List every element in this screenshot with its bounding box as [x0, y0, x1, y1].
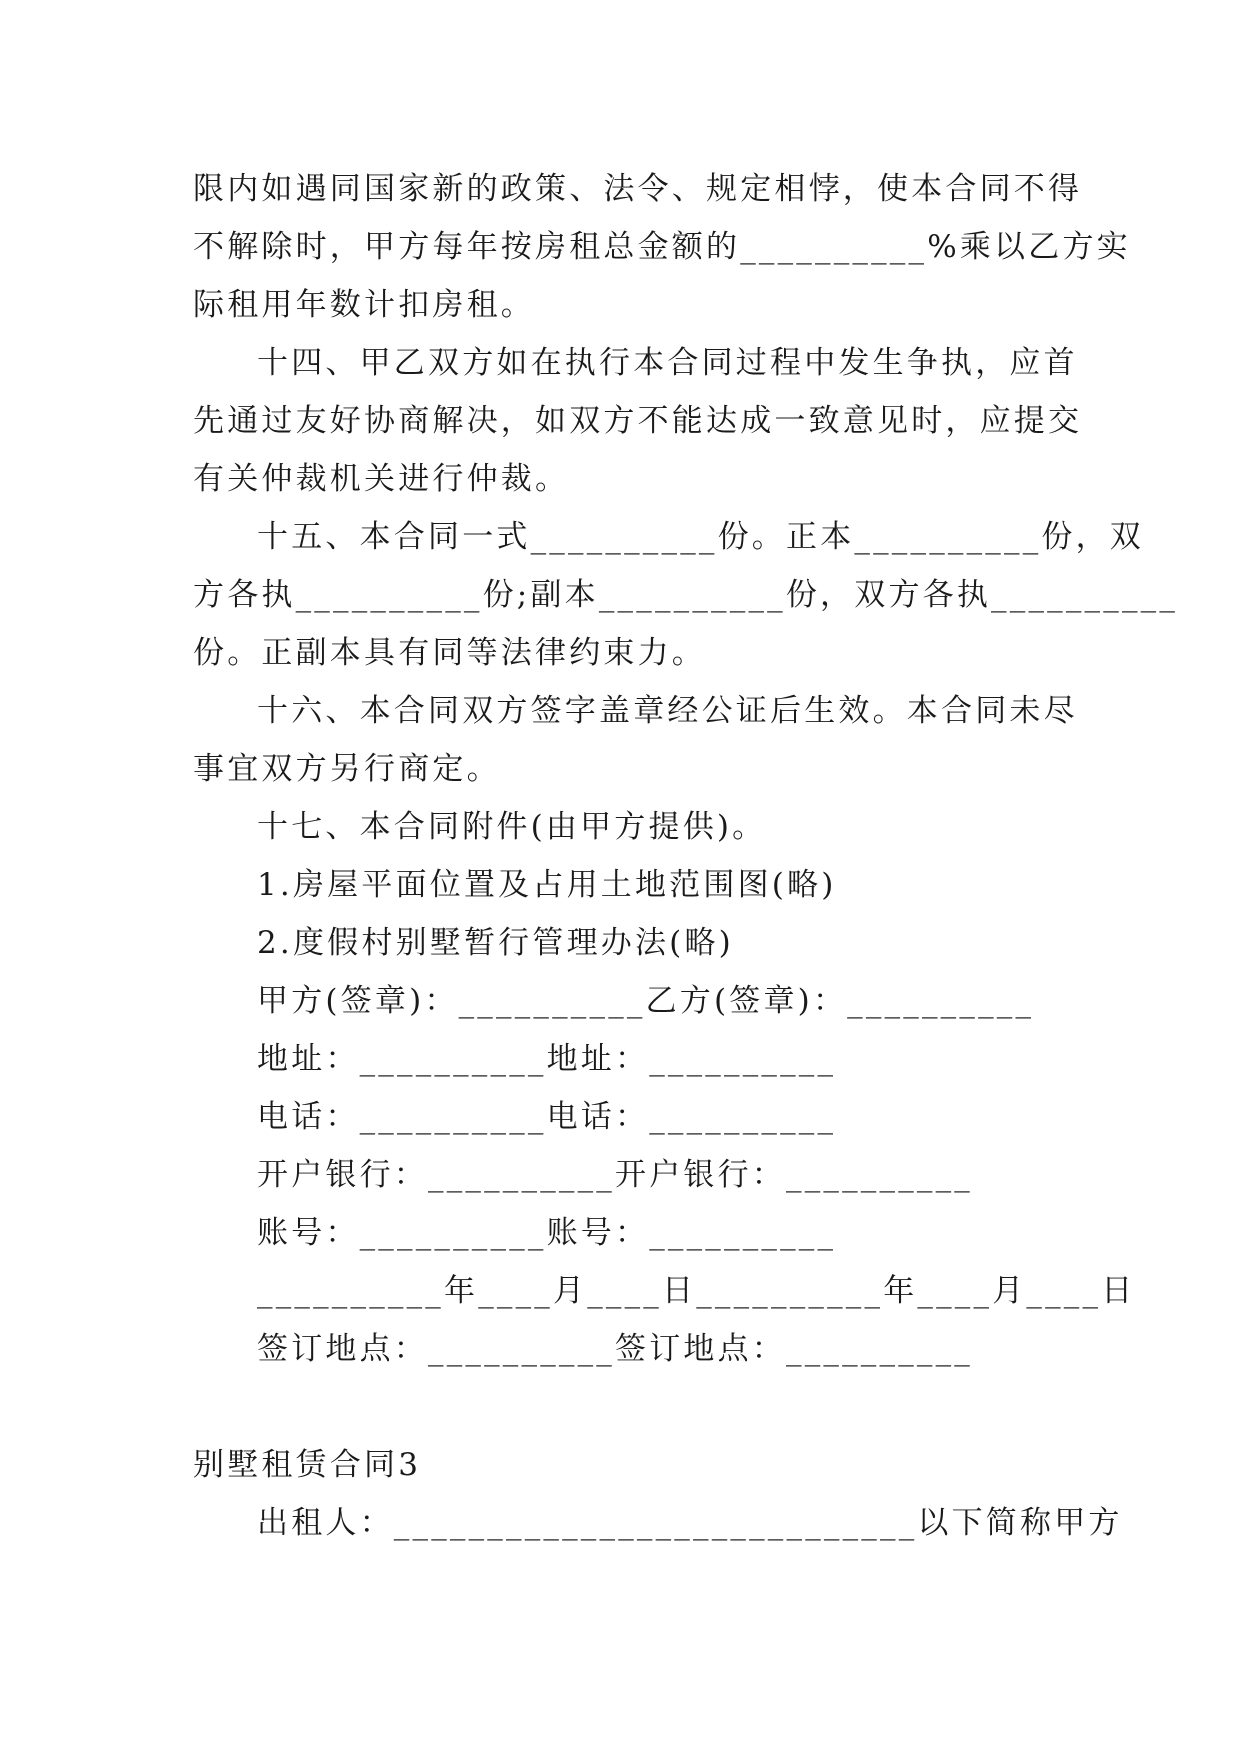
text-line: 先通过友好协商解决，如双方不能达成一致意见时，应提交: [193, 403, 1083, 439]
section-title: 别墅租赁合同3: [193, 1447, 422, 1483]
attachment-1: 1.房屋平面位置及占用土地范围图(略): [257, 867, 837, 903]
text-line: 际租用年数计扣房租。: [193, 287, 535, 323]
date-line: __________年____月____日__________年____月____日: [257, 1273, 1136, 1309]
clause-17-line: 十七、本合同附件(由甲方提供)。: [257, 809, 767, 845]
lessor-line: 出租人：____________________________以下简称甲方: [257, 1505, 1123, 1541]
account-line: 账号：__________账号：__________: [257, 1215, 837, 1251]
attachment-2: 2.度假村别墅暂行管理办法(略): [257, 925, 734, 961]
clause-15-line: 十五、本合同一式__________份。正本__________份，双: [257, 519, 1144, 555]
text-line: 份。正副本具有同等法律约束力。: [193, 635, 706, 671]
text-line: 有关仲裁机关进行仲裁。: [193, 461, 570, 497]
clause-14-line: 十四、甲乙双方如在执行本合同过程中发生争执，应首: [257, 345, 1078, 381]
clause-16-line: 十六、本合同双方签字盖章经公证后生效。本合同未尽: [257, 693, 1078, 729]
bank-line: 开户银行：__________开户银行：__________: [257, 1157, 973, 1193]
text-line: 事宜双方另行商定。: [193, 751, 501, 787]
text-line: 不解除时，甲方每年按房租总金额的__________%乘以乙方实: [193, 229, 1131, 265]
text-line: 限内如遇同国家新的政策、法令、规定相悖，使本合同不得: [193, 171, 1083, 207]
address-line: 地址：__________地址：__________: [257, 1041, 837, 1077]
document-page: [193, 160, 1179, 1552]
phone-line: 电话：__________电话：__________: [257, 1099, 837, 1135]
signature-line: 甲方(签章)：__________乙方(签章)：__________: [257, 983, 1035, 1019]
sign-place-line: 签订地点：__________签订地点：__________: [257, 1331, 973, 1367]
text-line: 方各执__________份;副本__________份，双方各执__________: [193, 577, 1179, 613]
